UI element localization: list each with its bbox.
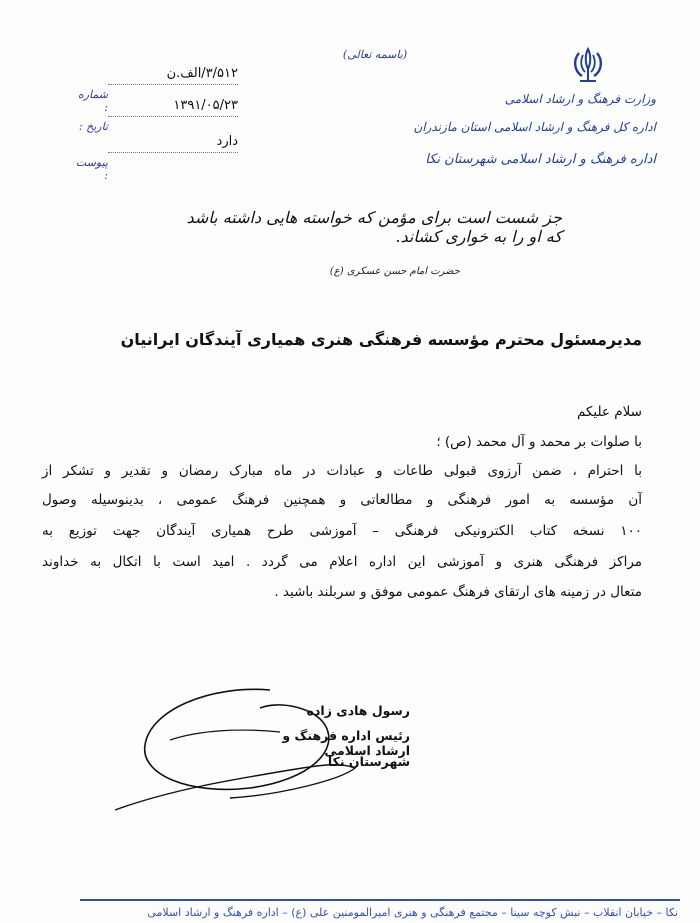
ministry-name: وزارت فرهنگ و ارشاد اسلامی [504, 92, 656, 106]
hadith-quote: جز شست است برای مؤمن که خواسته هایی داشته باشد که او را به خواری کشاند. [186, 208, 562, 246]
letter-number-value: ۳/۵۱۲/الف.ن [166, 66, 238, 81]
iran-emblem-icon [566, 45, 610, 87]
body-line: مراکز فرهنگی هنری و آموزشی این اداره اعلام می گردد . امید است با اتکال به خداوند [42, 554, 642, 570]
letter-number-label: شماره : [77, 88, 108, 114]
body-line: آن مؤسسه به امور فرهنگی و مطالعاتی و همچنین فرهنگ عمومی ، بدینوسیله وصول [42, 492, 642, 508]
attachment-label: پیوست : [75, 156, 108, 182]
footer-rule [80, 899, 680, 901]
number-line [108, 84, 238, 85]
hadith-source: حضرت امام حسن عسکری (ع) [329, 266, 460, 277]
attachment-line [108, 152, 238, 153]
province-office-name: اداره کل فرهنگ و ارشاد اسلامی استان مازندران [413, 120, 656, 134]
bismillah-heading: (باسمه تعالی) [342, 48, 408, 61]
signer-city: شهرستان نکا [327, 754, 410, 769]
letter-date-value: ۱۳۹۱/۰۵/۲۳ [173, 98, 238, 113]
signer-title: رئیس اداره فرهنگ و ارشاد اسلامی [282, 728, 410, 758]
salutation: با صلوات بر محمد و آل محمد (ص) ؛ [436, 434, 642, 450]
letter-recipient: مدیرمسئول محترم مؤسسه فرهنگی هنری همیاری آیندگان ایرانیان [120, 330, 642, 349]
handwritten-signature [110, 670, 390, 820]
signer-name: رسول هادی زاده [306, 703, 410, 718]
footer-address: نکا – خیابان انقلاب – نبش کوچه سینا – مجتمع فرهنگی و هنری امیرالمومنین علی (ع) – اداره فرهنگ و ارشاد اسلامی [147, 906, 678, 919]
city-office-name: اداره فرهنگ و ارشاد اسلامی شهرستان نکا [425, 152, 656, 167]
attachment-value: دارد [216, 134, 238, 149]
body-line: متعال در زمینه های ارتقای فرهنگ عمومی موفق و سربلند باشید . [274, 584, 642, 600]
greeting: سلام علیکم [576, 404, 642, 420]
date-line [108, 116, 238, 117]
body-line: ۱۰۰ نسخه کتاب الکترونیکی فرهنگی – آموزشی طرح همیاری آیندگان جهت توزیع به [42, 523, 642, 539]
body-line: با احترام ، ضمن آرزوی قبولی طاعات و عبادات در ماه مبارک رمضان و تقدیر و تشکر از [42, 463, 642, 479]
letter-date-label: تاریخ : [78, 120, 108, 133]
